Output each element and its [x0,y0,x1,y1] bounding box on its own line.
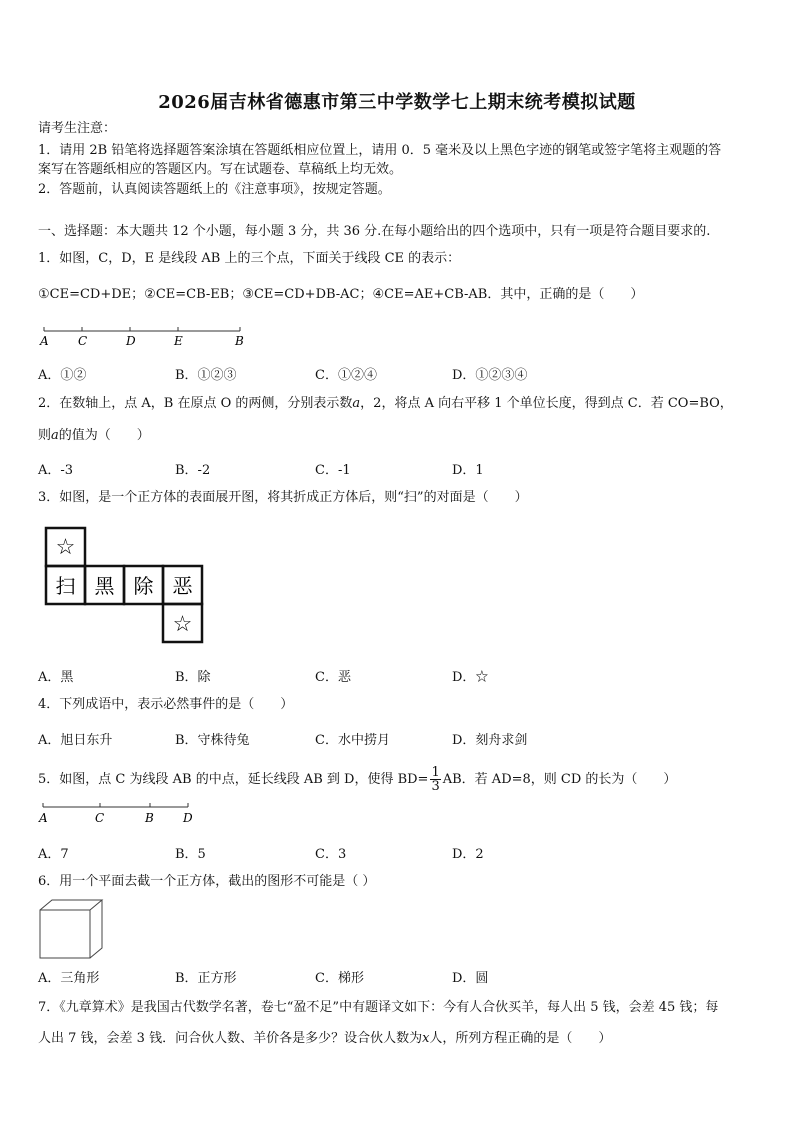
q7-line-2 [38,1031,611,1047]
q7-variable-x: x [422,1031,430,1046]
q7-line-part: 人出 7 钱，会差 3 钱．问合伙人数、羊价各是多少？设合伙人数为 [38,1031,423,1046]
q1-point-label: C [78,334,88,348]
notice-heading: 请考生注意： [38,121,117,136]
q2-stem-part: 2．在数轴上，点 A，B 在原点 O 的两侧，分别表示数 [38,396,353,411]
notice-line-2: 案写在答题纸相应的答题区内。写在试题卷、草稿纸上均无效。 [38,162,403,177]
star-icon: ☆ [172,612,193,637]
q2-stem-part: ，2，将点 A 向右平移 1 个单位长度，得到点 C．若 CO=BO， [360,396,733,411]
q7-line-1: 7．《九章算术》是我国古代数学名著，卷七“盈不足”中有题译文如下：今有人合伙买羊，每人出 5 钱，会差 45 钱；每 [38,1000,719,1015]
q5-fraction-numerator: 1 [431,765,440,780]
star-icon: ☆ [55,535,76,560]
q5-option-d[interactable]: D．2 [452,847,484,862]
q5-stem-part: 5．如图，点 C 为线段 AB 的中点，延长线段 AB 到 D，使得 BD= [38,772,429,787]
q1-point-label: B [235,334,244,348]
q3-option-b[interactable]: B．除 [175,670,211,685]
q6-option-a[interactable]: A．三角形 [38,971,100,986]
q4-option-d[interactable]: D．刻舟求剑 [452,733,528,748]
q5-option-c[interactable]: C．3 [315,847,347,862]
q5-point-label: C [95,811,105,825]
q5-option-a[interactable]: A．7 [38,847,69,862]
q3-cell-chu: 除 [133,574,154,598]
q3-cell-sao: 扫 [55,574,76,598]
q3-cell-hei: 黑 [94,574,115,598]
q7-line-part: 人，所列方程正确的是（ ） [429,1031,612,1046]
q5-segment-figure [38,800,196,828]
q5-fraction [430,766,440,793]
q2-variable-a: a [352,396,361,411]
q5-option-b[interactable]: B．5 [175,847,206,862]
q3-option-a[interactable]: A．黑 [38,670,74,685]
q1-option-b[interactable]: B．①②③ [175,368,237,383]
q4-option-c[interactable]: C．水中捞月 [315,733,390,748]
q1-option-a[interactable]: A．①② [38,368,87,383]
q1-point-label: A [40,334,49,348]
q2-stem-line-2 [38,428,150,444]
q1-point-label: D [126,334,136,348]
section-header: 一、选择题：本大题共 12 个小题，每小题 3 分，共 36 分.在每小题给出的四个选项中，只有一项是符合题目要求的. [38,224,711,239]
q1-option-c[interactable]: C．①②④ [315,368,377,383]
q5-stem-part: AB．若 AD=8，则 CD 的长为（ ） [442,772,677,787]
q6-option-c[interactable]: C．梯形 [315,971,364,986]
q3-cell-e: 恶 [172,574,193,598]
q5-point-label: D [183,811,193,825]
q5-fraction-denominator: 3 [431,779,440,794]
q3-option-c[interactable]: C．恶 [315,670,351,685]
q2-stem-line-1 [38,396,733,412]
q5-point-label: B [145,811,154,825]
q6-option-b[interactable]: B．正方形 [175,971,237,986]
q4-option-b[interactable]: B．守株待兔 [175,733,250,748]
notice-line-1: 1．请用 2B 铅笔将选择题答案涂填在答题纸相应位置上，请用 0．5 毫米及以上黑色字迹的钢笔或签字笔将主观题的答 [38,143,722,158]
q1-option-d[interactable]: D．①②③④ [452,368,528,383]
notice-line-3: 2．答题前，认真阅读答题纸上的《注意事项》，按规定答题。 [38,182,391,197]
q3-stem: 3．如图，是一个正方体的表面展开图，将其折成正方体后，则“扫”的对面是（ ） [38,490,528,505]
q2-variable-a: a [51,428,59,443]
q1-segment-figure [38,322,250,350]
q2-option-b[interactable]: B．-2 [175,463,211,478]
q2-option-a[interactable]: A．-3 [38,463,74,478]
page-title: 2026届吉林省德惠市第三中学数学七上期末统考模拟试题 [158,92,636,113]
q4-option-a[interactable]: A．旭日东升 [38,733,113,748]
q2-stem-part: 的值为（ ） [58,428,150,443]
q6-stem: 6．用一个平面去截一个正方体，截出的图形不可能是（ ） [38,874,376,889]
q3-cube-net [44,526,206,648]
q3-option-d[interactable]: D．☆ [452,670,489,685]
q1-statements: ①CE=CD+DE；②CE=CB-EB；③CE=CD+DB-AC；④CE=AE+CB-AB．其中，正确的是（ ） [38,287,644,302]
q5-point-label: A [39,811,48,825]
q4-stem: 4．下列成语中，表示必然事件的是（ ） [38,697,294,712]
q2-option-c[interactable]: C．-1 [315,463,351,478]
q2-option-d[interactable]: D．1 [452,463,484,478]
q6-option-d[interactable]: D．圆 [452,971,489,986]
q1-stem: 1．如图，C，D，E 是线段 AB 上的三个点，下面关于线段 CE 的表示： [38,251,461,266]
q6-cube-figure [38,898,106,960]
q2-stem-part: 则 [38,428,52,443]
q1-point-label: E [174,334,183,348]
q5-stem [38,766,676,793]
